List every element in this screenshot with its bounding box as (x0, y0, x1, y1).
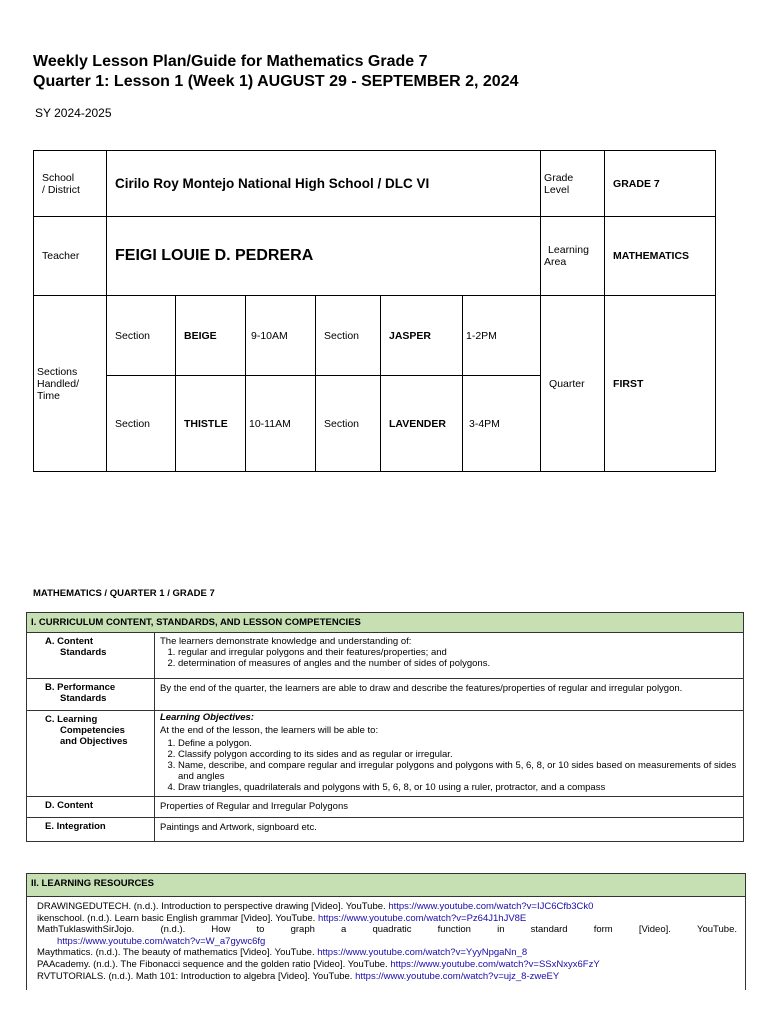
quarter-label: Quarter (541, 296, 605, 472)
document-subtitle: Quarter 1: Lesson 1 (Week 1) AUGUST 29 - SEPTEMBER 2, 2024 (33, 73, 519, 90)
teacher-label: Teacher (34, 217, 107, 296)
section-label: Section (316, 376, 381, 472)
content-text: Properties of Regular and Irregular Polygons (155, 797, 744, 818)
list-item: MathTuklaswithSirJojo. (n.d.). How to graph a quadratic function in standard form [Video]. YouTube. (37, 924, 737, 936)
section-label: Section (107, 376, 176, 472)
list-item: PAAcademy. (n.d.). The Fibonacci sequence and the golden ratio [Video]. YouTube. https://www.youtube.com/watch?v=SSxNxyx6FzY (37, 958, 600, 970)
school-value: Cirilo Roy Montejo National High School / DLC VI (107, 151, 541, 217)
integration-text: Paintings and Artwork, signboard etc. (155, 818, 744, 842)
competencies-label: C. Learning Competencies and Objectives (27, 711, 155, 797)
list-item: DRAWINGEDUTECH. (n.d.). Introduction to perspective drawing [Video]. YouTube. https://www.youtube.com/watch?v=IJC6Cfb3Ck0 (37, 901, 594, 912)
grade-value: GRADE 7 (605, 151, 716, 217)
resource-link[interactable]: https://www.youtube.com/watch?v=Pz64J1hJV8E (317, 912, 527, 924)
integration-label: E. Integration (27, 818, 155, 842)
subject-heading: MATHEMATICS / QUARTER 1 / GRADE 7 (33, 588, 215, 599)
section-label: Section (107, 296, 176, 376)
list-item: 1. regular and irregular polygons and their features/properties; and (178, 647, 738, 658)
section-name: BEIGE (176, 296, 246, 376)
info-table (33, 150, 716, 472)
section-time: 3-4PM (463, 376, 541, 472)
teacher-value: FEIGI LOUIE D. PEDRERA (107, 217, 541, 296)
document-title: Weekly Lesson Plan/Guide for Mathematics Grade 7 (33, 53, 428, 70)
competencies-text: Learning Objectives: At the end of the lesson, the learners will be able to: 1. Define a polygon. 2. Classify polygon according to its sides and as regular or irregular. 3. Name, describe, and compare regular and irregular polygons and polygons with 5, 6, 8, or 10 sides based on measurements of sides and angles 4. Draw triangles, quadrilaterals and polygons with 5, 6, 8, or 10 using a ruler, protractor, and a compass (155, 711, 744, 797)
section-time: 1-2PM (463, 296, 541, 376)
list-item: 4. Draw triangles, quadrilaterals and polygons with 5, 6, 8, or 10 using a ruler, protractor, and a compass (178, 782, 738, 793)
area-value: MATHEMATICS (605, 217, 716, 296)
list-item: ikenschool. (n.d.). Learn basic English grammar [Video]. YouTube. https://www.youtube.com/watch?v=Pz64J1hJV8E (37, 912, 527, 924)
curriculum-heading: I. CURRICULUM CONTENT, STANDARDS, AND LESSON COMPETENCIES (27, 613, 744, 633)
list-item: 2. determination of measures of angles and the number of sides of polygons. (178, 658, 738, 669)
resources-heading: II. LEARNING RESOURCES (27, 874, 745, 897)
list-item (37, 936, 737, 948)
content-label: D. Content (27, 797, 155, 818)
section-time: 9-10AM (246, 296, 316, 376)
section-name: THISTLE (176, 376, 246, 472)
sections-label: Sections Handled/ Time (34, 296, 107, 472)
performance-standards-label: B. Performance Standards (27, 679, 155, 711)
section-time: 10-11AM (246, 376, 316, 472)
list-item: RVTUTORIALS. (n.d.). Math 101: Introduction to algebra [Video]. YouTube. https://www.youtube.com/watch?v=ujz_8-zweEY (37, 970, 560, 982)
performance-standards-text: By the end of the quarter, the learners are able to draw and describe the features/properties of regular and irregular polygon. (155, 679, 744, 711)
area-label: Learning Area (541, 217, 605, 296)
resource-link[interactable]: https://www.youtube.com/watch?v=YyyNpgaNn_8 (317, 947, 528, 959)
resource-link[interactable]: https://www.youtube.com/watch?v=ujz_8-zweEY (355, 970, 560, 982)
list-item: Maythmatics. (n.d.). The beauty of mathematics [Video]. YouTube. https://www.youtube.com/watch?v=YyyNpgaNn_8 (37, 947, 528, 959)
quarter-value: FIRST (605, 296, 716, 472)
content-standards-text: The learners demonstrate knowledge and understanding of: 1. regular and irregular polygons and their features/properties; and 2. determination of measures of angles and the number of sides of polygons. (155, 633, 744, 679)
grade-label: Grade Level (541, 151, 605, 217)
content-standards-label: A. Content Standards (27, 633, 155, 679)
learning-resources (26, 873, 746, 990)
curriculum-table (26, 612, 744, 842)
list-item: 2. Classify polygon according to its sides and as regular or irregular. (178, 749, 738, 760)
section-name: JASPER (381, 296, 463, 376)
list-item: 3. Name, describe, and compare regular and irregular polygons and polygons with 5, 6, 8, or 10 sides based on measurements of sides and angles (178, 760, 738, 782)
section-name: LAVENDER (381, 376, 463, 472)
school-label: School / District (34, 151, 107, 217)
resource-link[interactable]: https://www.youtube.com/watch?v=IJC6Cfb3Ck0 (388, 901, 594, 912)
list-item: 1. Define a polygon. (178, 738, 738, 749)
school-year: SY 2024-2025 (35, 106, 112, 120)
section-label: Section (316, 296, 381, 376)
resource-link[interactable]: https://www.youtube.com/watch?v=W_a7gywc6fg (57, 935, 266, 947)
resource-link[interactable]: https://www.youtube.com/watch?v=SSxNxyx6FzY (390, 958, 600, 970)
